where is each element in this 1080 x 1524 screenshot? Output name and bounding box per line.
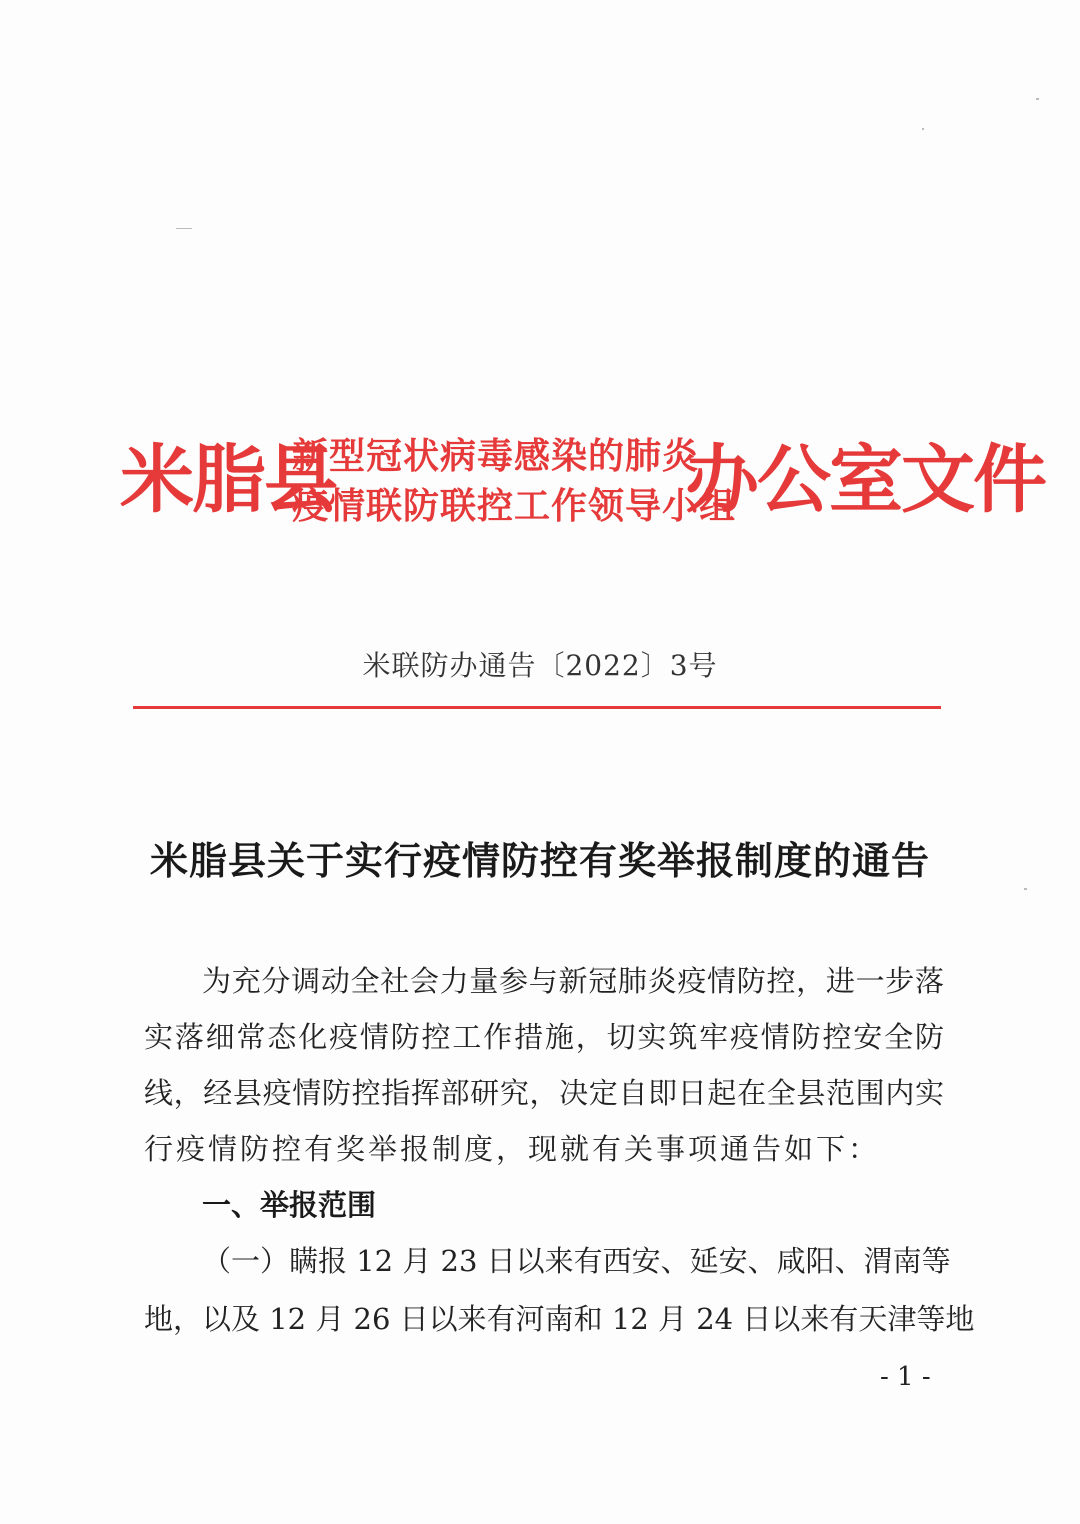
paragraph1-line-4: 行疫情防控有奖举报制度，现就有关事项通告如下：: [144, 1132, 881, 1166]
paragraph1-line-1: 为充分调动全社会力量参与新冠肺炎疫情防控，进一步落: [202, 964, 944, 998]
paragraph1-line-2: 实落细常态化疫情防控工作措施，切实筑牢疫情防控安全防: [144, 1020, 944, 1054]
paragraph2-line-2: 地，以及 12 月 26 日以来有河南和 12 月 24 日以来有天津等地: [144, 1302, 975, 1336]
section-heading: 一、举报范围: [202, 1188, 377, 1222]
letterhead-group-line1: 新型冠状病毒感染的肺炎: [292, 435, 700, 477]
letterhead: [120, 425, 1045, 535]
letterhead-doc-type: 办公室文件: [685, 437, 1045, 523]
document-title: 米脂县关于实行疫情防控有奖举报制度的通告: [149, 838, 930, 883]
scan-speck: [176, 228, 192, 229]
letterhead-group: [292, 431, 736, 531]
page-number: - 1 -: [880, 1362, 931, 1392]
red-divider-line: [133, 706, 941, 709]
letterhead-org: 米脂县: [120, 437, 336, 523]
paragraph2-line-1: （一）瞒报 12 月 23 日以来有西安、延安、咸阳、渭南等: [202, 1244, 951, 1278]
scan-speck: [922, 128, 924, 130]
scan-speck: [1036, 98, 1039, 100]
document-number: 米联防办通告〔2022〕3号: [362, 649, 718, 682]
scan-speck: [1024, 888, 1027, 890]
letterhead-group-line2: 疫情联防联控工作领导小组: [292, 485, 737, 527]
paragraph1-line-3: 线，经县疫情防控指挥部研究，决定自即日起在全县范围内实: [144, 1076, 944, 1110]
